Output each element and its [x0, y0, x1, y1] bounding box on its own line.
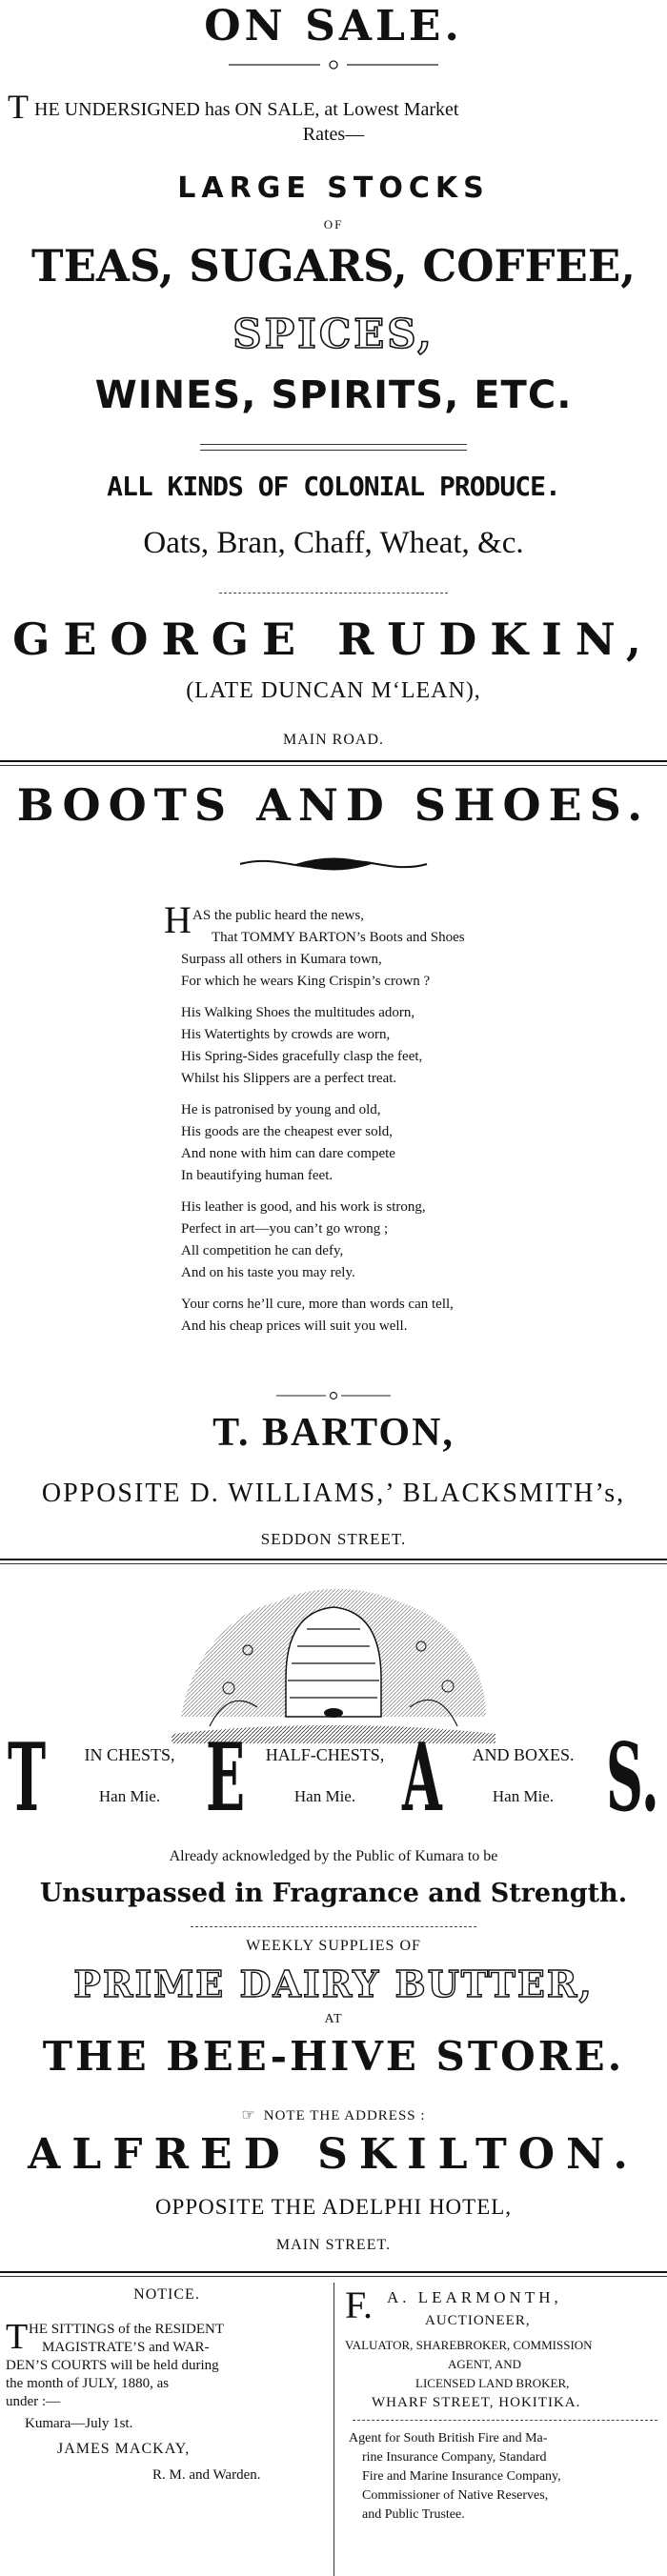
- george-rudkin: GEORGE RUDKIN,: [12, 614, 655, 665]
- poem-line: Whilst his Slippers are a perfect treat.: [181, 1071, 397, 1086]
- on-sale-title: ON SALE.: [204, 2, 463, 50]
- ad-separator: [0, 760, 667, 762]
- poem-stanza: [181, 1294, 581, 1338]
- ornament-rule: [229, 59, 438, 70]
- notice-drop-cap: T: [6, 2317, 29, 2357]
- bee-hive-store: THE BEE-HIVE STORE.: [42, 2033, 625, 2080]
- unsurpassed: Unsurpassed in Fragrance and Strength.: [39, 1879, 628, 1908]
- learmonth-agent-line: Agent for South British Fire and Ma-: [349, 2431, 548, 2445]
- notice-line: HE SITTINGS of the RESIDENT: [29, 2322, 224, 2337]
- brand-han-mie: Han Mie.: [492, 1787, 555, 1805]
- ad-separator: [0, 1563, 667, 1564]
- learmonth-agent-line: rine Insurance Company, Standard: [362, 2450, 547, 2465]
- poem-line: Your corns he’ll cure, more than words can tell,: [181, 1297, 454, 1312]
- learmonth-initial: F.: [345, 2284, 374, 2326]
- poem-line: In beautifying human feet.: [181, 1168, 334, 1183]
- poem-drop-cap: H: [164, 898, 192, 941]
- poem-line: And none with him can dare compete: [181, 1146, 395, 1161]
- in-chests: IN CHESTS,: [84, 1745, 175, 1764]
- notice-role: R. M. and Warden.: [152, 2467, 261, 2483]
- notice-line: under :—: [6, 2394, 61, 2409]
- brand-han-mie: Han Mie.: [98, 1787, 161, 1805]
- poem-stanza: [181, 905, 581, 993]
- notice-date: Kumara—July 1st.: [25, 2416, 133, 2431]
- big-letter-s: S.: [606, 1723, 659, 1833]
- flourish-ornament: [238, 852, 429, 876]
- notice-line: the month of JULY, 1880, as: [6, 2376, 170, 2391]
- oats-bran: Oats, Bran, Chaff, Wheat, &c.: [143, 526, 524, 560]
- prime-dairy-butter: PRIME DAIRY BUTTER,: [73, 1962, 594, 2005]
- beehive-engraving: [172, 1574, 495, 1745]
- poem-line: For which he wears King Crispin’s crown ?: [181, 974, 431, 989]
- big-letter-a: A: [402, 1723, 442, 1833]
- of-text: OF: [323, 217, 344, 231]
- poem-line: His goods are the cheapest ever sold,: [181, 1124, 394, 1139]
- learmonth-line: LICENSED LAND BROKER,: [415, 2376, 570, 2390]
- learmonth-role: AUCTIONEER,: [425, 2313, 531, 2328]
- ad-separator: [0, 2276, 667, 2277]
- main-street: MAIN STREET.: [275, 2237, 392, 2253]
- and-boxes: AND BOXES.: [472, 1745, 575, 1764]
- notice-signer: JAMES MACKAY,: [57, 2441, 191, 2457]
- notice-line: DEN’S COURTS will be held during: [6, 2358, 219, 2373]
- intro-text: HE UNDERSIGNED has ON SALE, at Lowest Market: [34, 99, 459, 120]
- main-road: MAIN ROAD.: [283, 732, 384, 748]
- learmonth-agent-line: Fire and Marine Insurance Company,: [362, 2469, 561, 2484]
- poem-line: His Spring-Sides gracefully clasp the feet,: [181, 1049, 423, 1064]
- poem-line: That TOMMY BARTON’s Boots and Shoes: [212, 930, 465, 945]
- notice-title: NOTICE.: [133, 2286, 200, 2303]
- note-address-text: NOTE THE ADDRESS :: [263, 2108, 426, 2123]
- poem-stanza: [181, 1099, 581, 1187]
- notice-line: MAGISTRATE’S and WAR-: [42, 2340, 210, 2355]
- note-address: [0, 2105, 667, 2124]
- intro-text-2: Rates—: [302, 124, 365, 145]
- drop-cap: T: [8, 88, 29, 126]
- poem-line: His Walking Shoes the multitudes adorn,: [181, 1005, 415, 1020]
- half-chests: HALF-CHESTS,: [265, 1745, 385, 1764]
- ad-separator: [0, 765, 667, 766]
- t-barton: T. BARTON,: [212, 1411, 455, 1455]
- large-stocks: LARGE STOCKS: [177, 171, 490, 205]
- poem-line: And his cheap prices will suit you well.: [181, 1318, 408, 1334]
- brand-han-mie: Han Mie.: [293, 1787, 356, 1805]
- learmonth-name: A. LEARMONTH,: [387, 2288, 562, 2306]
- learmonth-line: WHARF STREET, HOKITIKA.: [372, 2395, 581, 2410]
- already-acknowledged: Already acknowledged by the Public of Kumara to be: [169, 1848, 498, 1864]
- alfred-skilton: ALFRED SKILTON.: [28, 2130, 639, 2179]
- big-letter-t: T: [8, 1723, 47, 1833]
- poem-line: His Watertights by crowds are worn,: [181, 1027, 391, 1042]
- learmonth-line: AGENT, AND: [448, 2357, 522, 2371]
- divider: [200, 444, 467, 445]
- learmonth-agent-line: Commissioner of Native Reserves,: [362, 2488, 549, 2503]
- teas-sugars-coffee: TEAS, SUGARS, COFFEE,: [31, 240, 636, 292]
- learmonth-agent-line: and Public Trustee.: [362, 2507, 465, 2522]
- poem: [181, 905, 581, 1347]
- divider: [200, 450, 467, 451]
- divider: [191, 1926, 476, 1927]
- ad-separator: [0, 2271, 667, 2273]
- at-text: AT: [324, 2012, 343, 2026]
- learmonth-line: VALUATOR, SHAREBROKER, COMMISSION: [345, 2338, 593, 2352]
- boots-and-shoes-title: BOOTS AND SHOES.: [16, 779, 651, 831]
- seddon-street: SEDDON STREET.: [260, 1530, 407, 1548]
- wines-spirits: WINES, SPIRITS, ETC.: [94, 373, 573, 417]
- pointing-hand-icon: ☞: [241, 2107, 256, 2123]
- poem-line: His leather is good, and his work is strong,: [181, 1199, 426, 1215]
- poem-line: All competition he can defy,: [181, 1243, 344, 1258]
- opposite-adelphi: OPPOSITE THE ADELPHI HOTEL,: [154, 2195, 513, 2219]
- poem-line: AS the public heard the news,: [192, 908, 364, 923]
- poem-stanza: [181, 1002, 581, 1090]
- poem-line: He is patronised by young and old,: [181, 1102, 381, 1117]
- opposite-williams: OPPOSITE D. WILLIAMS,’ BLACKSMITH’s,: [41, 1479, 626, 1508]
- weekly-supplies: WEEKLY SUPPLIES OF: [246, 1938, 421, 1954]
- poem-line: Perfect in art—you can’t go wrong ;: [181, 1221, 389, 1237]
- colonial-produce: ALL KINDS OF COLONIAL PRODUCE.: [107, 471, 560, 502]
- late-duncan: (LATE DUNCAN M‘LEAN),: [186, 678, 481, 703]
- ornament-rule: [276, 1391, 391, 1400]
- divider: [219, 593, 448, 594]
- poem-stanza: [181, 1197, 581, 1284]
- big-letter-e: E: [206, 1723, 246, 1833]
- divider: [353, 2420, 657, 2421]
- ad-separator: [0, 1559, 667, 1560]
- spices: SPICES,: [232, 311, 435, 357]
- poem-line: Surpass all others in Kumara town,: [181, 952, 382, 967]
- poem-line: And on his taste you may rely.: [181, 1265, 355, 1280]
